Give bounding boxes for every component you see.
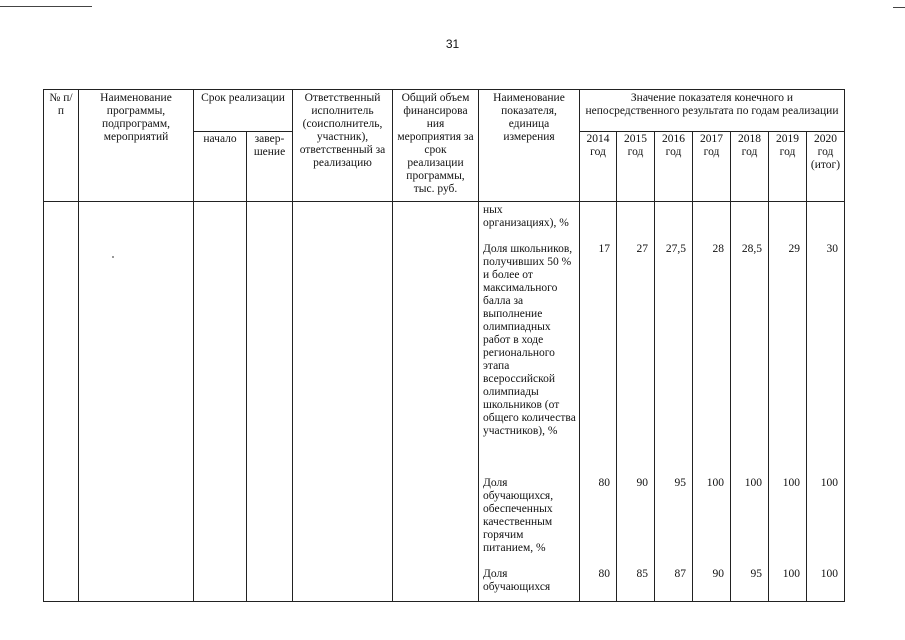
cell-responsible: [293, 202, 393, 602]
value: 100: [820, 477, 838, 489]
col-header-num: № п/п: [44, 90, 79, 202]
indicator-text: ных организациях), %: [483, 204, 569, 229]
table-row: [44, 202, 845, 602]
cell-values-2018: [731, 202, 769, 602]
col-header-year: 2020 год (итог): [807, 132, 845, 202]
col-header-year: 2017 год: [693, 132, 731, 202]
cell-values-2014: [580, 202, 617, 602]
col-header-year: 2018 год: [731, 132, 769, 202]
col-header-name: Наименование программы, подпрограмм, мероприятий: [79, 90, 194, 202]
value: 30: [826, 243, 838, 255]
col-header-period: Срок реализации: [194, 90, 293, 132]
col-header-year: 2019 год: [769, 132, 807, 202]
scan-edge-mark: [0, 6, 92, 7]
cell-values-2017: [693, 202, 731, 602]
value: 100: [782, 477, 800, 489]
header-row-top: [44, 90, 845, 132]
value: 100: [744, 477, 762, 489]
col-header-period-start: начало: [194, 132, 247, 202]
value: 80: [598, 477, 610, 489]
value: 100: [782, 568, 800, 580]
col-header-values-group: Значение показателя конечного и непосредственного результата по годам реализации: [580, 90, 845, 132]
value: 95: [674, 477, 686, 489]
col-header-indicator: Наименование показателя, единица измерения: [479, 90, 580, 202]
value: 90: [712, 568, 724, 580]
value: 27: [636, 243, 648, 255]
cell-values-2019: [769, 202, 807, 602]
cell-indicators: [479, 202, 580, 602]
page-number: 31: [445, 37, 460, 51]
col-header-period-end: завер-шение: [247, 132, 293, 202]
col-header-year: 2016 год: [655, 132, 693, 202]
value: 95: [750, 568, 762, 580]
indicator-text: Доля обучающихся: [483, 568, 551, 593]
cell-funding: [393, 202, 479, 602]
value: 85: [636, 568, 648, 580]
cell-period-start: [194, 202, 247, 602]
value: 100: [706, 477, 724, 489]
value: 27,5: [665, 243, 686, 255]
cell-values-2016: [655, 202, 693, 602]
value: 80: [598, 568, 610, 580]
value: 17: [598, 243, 610, 255]
value: 100: [820, 568, 838, 580]
cell-num: [44, 202, 79, 602]
col-header-responsible: Ответственный исполнитель (соисполнитель, участник), ответственный за реализацию: [293, 90, 393, 202]
value: 90: [636, 477, 648, 489]
col-header-year: 2015 год: [617, 132, 655, 202]
col-header-year: 2014 год: [580, 132, 617, 202]
cell-values-2015: [617, 202, 655, 602]
value: 29: [788, 243, 800, 255]
value: 28,5: [741, 243, 762, 255]
indicator-text: Доля школьников, получивших 50 % и более от максимального балла за выполнение олимпиадных работ в ходе регионального этапа всероссийской олимпиады школьников (от общего количества участников), %: [483, 243, 576, 437]
value: 28: [712, 243, 724, 255]
scan-edge-mark: [893, 7, 905, 8]
col-header-funding: Общий объем финансирова ния мероприятия за срок реализации программы, тыс. руб.: [393, 90, 479, 202]
cell-period-end: [247, 202, 293, 602]
program-indicators-table: [43, 89, 845, 602]
cell-name: [79, 202, 194, 602]
value: 87: [674, 568, 686, 580]
indicator-text: Доля обучающихся, обеспеченных качественным горячим питанием, %: [483, 477, 554, 554]
cell-values-2020: [807, 202, 845, 602]
